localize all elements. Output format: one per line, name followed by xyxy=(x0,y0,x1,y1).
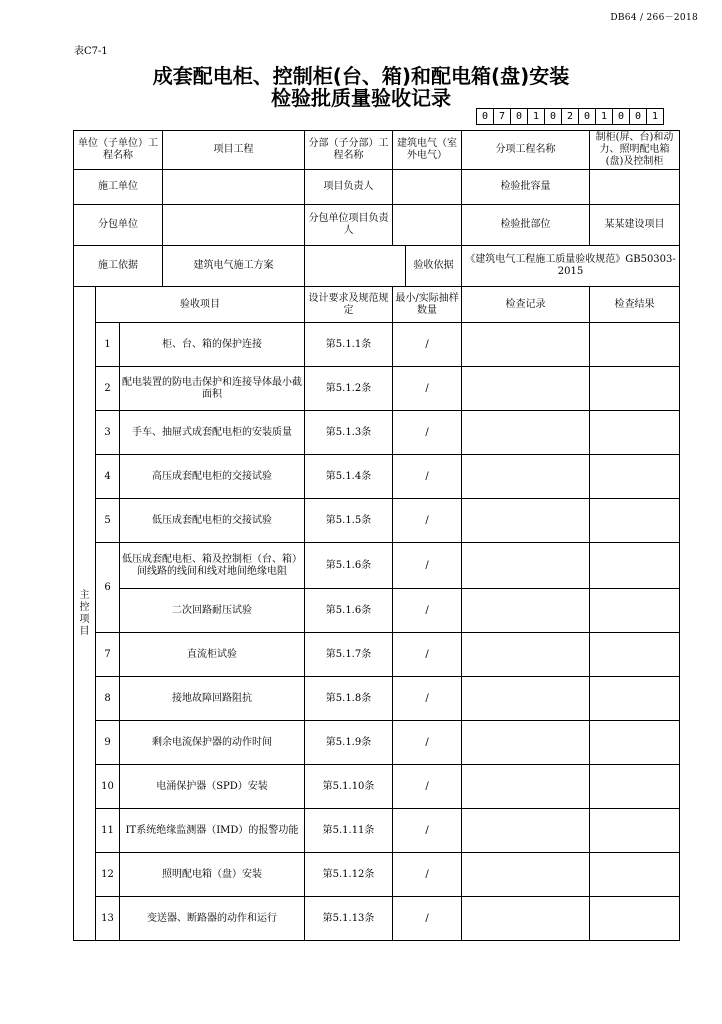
table-row xyxy=(74,765,680,809)
code-digit-box: 1 xyxy=(595,108,613,125)
row-item: 变送器、断路器的动作和运行 xyxy=(120,897,305,941)
row-record[interactable] xyxy=(462,853,590,897)
table-row xyxy=(74,543,680,589)
code-digit-box: 0 xyxy=(476,108,494,125)
row-sample: / xyxy=(393,589,462,633)
table-row xyxy=(74,411,680,455)
row-clause: 第5.1.6条 xyxy=(305,589,393,633)
row-number: 13 xyxy=(96,897,120,941)
row-clause: 第5.1.6条 xyxy=(305,543,393,589)
row-item: 低压成套配电柜、箱及控制柜（台、箱）间线路的线间和线对地间绝缘电阻 xyxy=(120,543,305,589)
unit-label: 单位（子单位）工程名称 xyxy=(74,131,163,169)
location-value[interactable]: 某某建设项目 xyxy=(590,205,680,246)
row-record[interactable] xyxy=(462,589,590,633)
row-number: 1 xyxy=(96,323,120,367)
code-digit-box: 0 xyxy=(578,108,596,125)
row-item: IT系统绝缘监测器（IMD）的报警功能 xyxy=(120,809,305,853)
unit-row-cell xyxy=(74,131,305,170)
row-record[interactable] xyxy=(462,765,590,809)
subcontractor-row-cell xyxy=(74,205,305,246)
row-sample: / xyxy=(393,411,462,455)
row-record[interactable] xyxy=(462,543,590,589)
row-record[interactable] xyxy=(462,367,590,411)
basis-value[interactable]: 建筑电气施工方案 xyxy=(193,260,274,271)
table-row xyxy=(74,367,680,411)
pm-value[interactable] xyxy=(393,170,462,205)
row-number: 10 xyxy=(96,765,120,809)
subcontractor-label: 分包单位 xyxy=(74,205,163,245)
contractor-value[interactable] xyxy=(163,170,304,204)
row-number: 11 xyxy=(96,809,120,853)
row-clause: 第5.1.9条 xyxy=(305,721,393,765)
row-clause: 第5.1.5条 xyxy=(305,499,393,543)
row-item: 直流柜试验 xyxy=(120,633,305,677)
unit-value[interactable]: 项目工程 xyxy=(213,144,254,155)
row-sample: / xyxy=(393,323,462,367)
subcontractor-value[interactable] xyxy=(163,205,304,245)
code-digit-box: 0 xyxy=(510,108,528,125)
row-record[interactable] xyxy=(462,633,590,677)
table-row xyxy=(74,499,680,543)
row-item: 手车、抽屉式成套配电柜的安装质量 xyxy=(120,411,305,455)
division-label: 分部（子分部）工程名称 xyxy=(305,131,393,170)
row-number: 6 xyxy=(96,543,120,633)
row-result[interactable] xyxy=(590,589,680,633)
row-sample: / xyxy=(393,809,462,853)
capacity-label: 检验批容量 xyxy=(462,170,590,205)
sub-pm-value[interactable] xyxy=(393,205,462,246)
section-label-cell xyxy=(74,287,96,941)
sub-pm-label: 分包单位项目负责人 xyxy=(305,205,393,246)
row-number: 12 xyxy=(96,853,120,897)
basis-label: 施工依据 xyxy=(74,246,163,286)
form-number: 表C7-1 xyxy=(74,46,108,57)
row-number: 4 xyxy=(96,455,120,499)
row-item: 照明配电箱（盘）安装 xyxy=(120,853,305,897)
row-result[interactable] xyxy=(590,809,680,853)
row-result[interactable] xyxy=(590,499,680,543)
row-record[interactable] xyxy=(462,499,590,543)
row-result[interactable] xyxy=(590,721,680,765)
row-record[interactable] xyxy=(462,897,590,941)
code-digit-box: 7 xyxy=(493,108,511,125)
row-sample: / xyxy=(393,677,462,721)
title-line-2: 检验批质量验收记录 xyxy=(271,86,451,110)
row-item: 二次回路耐压试验 xyxy=(120,589,305,633)
row-sample: / xyxy=(393,499,462,543)
row-record[interactable] xyxy=(462,323,590,367)
row-number: 2 xyxy=(96,367,120,411)
col-sample-header: 最小/实际抽样数量 xyxy=(393,287,462,323)
row-sample: / xyxy=(393,853,462,897)
code-digit-box: 0 xyxy=(544,108,562,125)
row-clause: 第5.1.12条 xyxy=(305,853,393,897)
row-item: 电涌保护器（SPD）安装 xyxy=(120,765,305,809)
acceptance-basis-value[interactable]: 《建筑电气工程施工质量验收规范》GB50303-2015 xyxy=(462,246,680,287)
row-result[interactable] xyxy=(590,543,680,589)
row-result[interactable] xyxy=(590,455,680,499)
row-sample: / xyxy=(393,897,462,941)
division-value[interactable]: 建筑电气（室外电气） xyxy=(393,131,462,170)
row-sample: / xyxy=(393,455,462,499)
code-digit-box: 0 xyxy=(612,108,630,125)
row-record[interactable] xyxy=(462,721,590,765)
code-digit-box: 1 xyxy=(646,108,664,125)
row-clause: 第5.1.3条 xyxy=(305,411,393,455)
row-number: 5 xyxy=(96,499,120,543)
code-digit-box: 2 xyxy=(561,108,579,125)
col-design-header: 设计要求及规范规定 xyxy=(305,287,393,323)
code-boxes xyxy=(476,108,663,125)
subitem-value[interactable]: 制柜(屏、台)和动力、照明配电箱(盘)及控制柜 xyxy=(590,131,680,170)
table-row xyxy=(74,809,680,853)
code-digit-box: 1 xyxy=(527,108,545,125)
row-sample: / xyxy=(393,721,462,765)
row-number: 7 xyxy=(96,633,120,677)
row-number: 9 xyxy=(96,721,120,765)
col-item-header: 验收项目 xyxy=(96,287,305,323)
row-sample: / xyxy=(393,367,462,411)
row-result[interactable] xyxy=(590,853,680,897)
title-line-1: 成套配电柜、控制柜(台、箱)和配电箱(盘)安装 xyxy=(152,64,570,88)
row-item: 柜、台、箱的保护连接 xyxy=(120,323,305,367)
row-result[interactable] xyxy=(590,897,680,941)
col-record-header: 检查记录 xyxy=(462,287,590,323)
row-item: 低压成套配电柜的交接试验 xyxy=(120,499,305,543)
code-digit-box: 0 xyxy=(629,108,647,125)
row-clause: 第5.1.7条 xyxy=(305,633,393,677)
acceptance-basis-cell xyxy=(305,246,462,287)
row-clause: 第5.1.8条 xyxy=(305,677,393,721)
contractor-label: 施工单位 xyxy=(74,170,163,204)
row-sample: / xyxy=(393,633,462,677)
row-clause: 第5.1.13条 xyxy=(305,897,393,941)
row-record[interactable] xyxy=(462,809,590,853)
row-clause: 第5.1.1条 xyxy=(305,323,393,367)
table-row xyxy=(74,323,680,367)
table-row xyxy=(74,589,680,633)
row-clause: 第5.1.2条 xyxy=(305,367,393,411)
basis-row-cell xyxy=(74,246,305,287)
row-number: 8 xyxy=(96,677,120,721)
location-label: 检验批部位 xyxy=(462,205,590,246)
row-record[interactable] xyxy=(462,677,590,721)
col-result-header: 检查结果 xyxy=(590,287,680,323)
pm-label: 项目负责人 xyxy=(305,170,393,205)
row-clause: 第5.1.4条 xyxy=(305,455,393,499)
row-clause: 第5.1.10条 xyxy=(305,765,393,809)
row-result[interactable] xyxy=(590,323,680,367)
table-row xyxy=(74,853,680,897)
row-result[interactable] xyxy=(590,765,680,809)
row-result[interactable] xyxy=(590,367,680,411)
acceptance-basis-label: 验收依据 xyxy=(405,246,461,286)
subitem-label: 分项工程名称 xyxy=(462,131,590,170)
row-item: 高压成套配电柜的交接试验 xyxy=(120,455,305,499)
basis-value-tail xyxy=(305,246,405,286)
standard-code: DB64 / 266－2018 xyxy=(610,13,698,23)
table-row xyxy=(74,455,680,499)
table-row xyxy=(74,677,680,721)
table-row xyxy=(74,897,680,941)
row-sample: / xyxy=(393,543,462,589)
row-sample: / xyxy=(393,765,462,809)
row-result[interactable] xyxy=(590,677,680,721)
row-result[interactable] xyxy=(590,411,680,455)
row-clause: 第5.1.11条 xyxy=(305,809,393,853)
row-record[interactable] xyxy=(462,455,590,499)
capacity-value[interactable] xyxy=(590,170,680,205)
row-number: 3 xyxy=(96,411,120,455)
inspection-table xyxy=(73,130,680,941)
contractor-row-cell xyxy=(74,170,305,205)
row-record[interactable] xyxy=(462,411,590,455)
row-item: 配电装置的防电击保护和连接导体最小截面积 xyxy=(120,367,305,411)
table-row xyxy=(74,633,680,677)
row-item: 剩余电流保护器的动作时间 xyxy=(120,721,305,765)
row-result[interactable] xyxy=(590,633,680,677)
table-row xyxy=(74,721,680,765)
row-item: 接地故障回路阻抗 xyxy=(120,677,305,721)
section-label: 主控项目 xyxy=(79,589,90,637)
